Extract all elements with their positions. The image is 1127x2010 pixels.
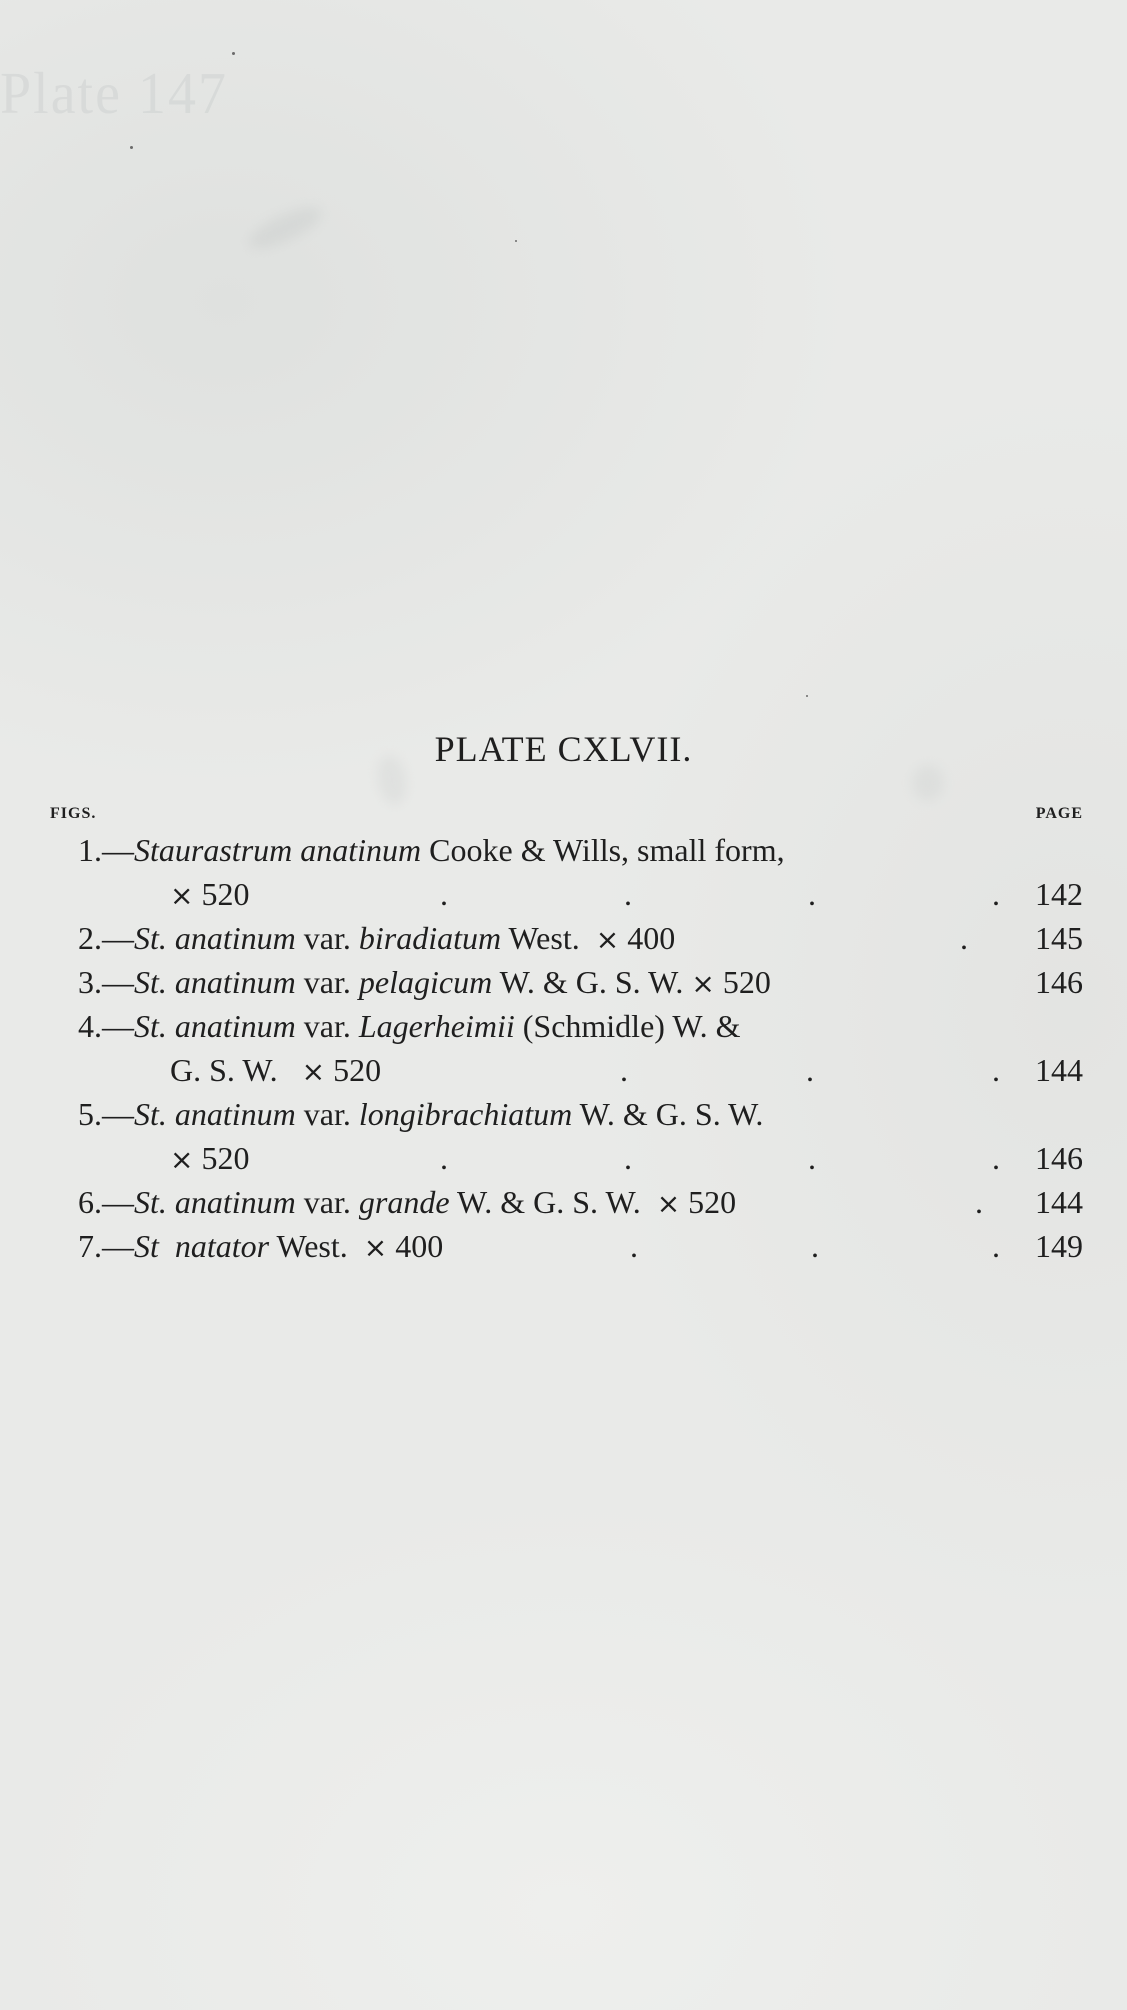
figure-number: 6.— — [78, 1184, 134, 1220]
magnification: 520 — [201, 876, 250, 912]
magnification: 520 — [201, 1140, 250, 1176]
genus-abbrev: St — [134, 1228, 159, 1264]
page-column-label: PAGE — [1035, 805, 1083, 822]
leader-dots — [960, 916, 980, 960]
leader-dot: . — [440, 876, 448, 912]
entry-text — [78, 1180, 736, 1226]
figure-entry-6 — [0, 1180, 1127, 1224]
leader-dot: . — [440, 1140, 448, 1176]
figure-number: 3.— — [78, 964, 134, 1000]
plate-title: PLATE CXLVII. — [434, 729, 693, 769]
leader-dot: . — [624, 876, 632, 912]
entry-text — [78, 960, 771, 1006]
authority: W. & G. S. W. — [499, 964, 684, 1000]
page-number: 144 — [1035, 1184, 1083, 1220]
leader-dot: . — [992, 1228, 1000, 1264]
page-number: 144 — [1035, 1052, 1083, 1088]
species-name: anatinum — [174, 964, 296, 1000]
bleed-through-text: Plate 147 — [0, 61, 228, 127]
times-symbol: × — [170, 1143, 194, 1176]
leader-dot: . — [992, 1052, 1000, 1088]
genus-abbrev: St. — [134, 964, 167, 1000]
leader-dots — [440, 1136, 1000, 1180]
authority: W. & G. S. W. — [456, 1184, 641, 1220]
page-smudge — [243, 199, 326, 256]
genus-abbrev: St. — [134, 920, 167, 956]
leader-dots — [620, 1048, 1000, 1092]
authority: West. — [276, 1228, 348, 1264]
times-symbol: × — [595, 923, 620, 956]
entry-text — [170, 1136, 249, 1182]
variety-name: pelagicum — [358, 964, 493, 1000]
authority: W. & G. S. W. — [579, 1096, 764, 1132]
times-symbol: × — [301, 1055, 326, 1088]
variety-name: grande — [358, 1184, 450, 1220]
var-label: var. — [303, 1096, 351, 1132]
page-number: 146 — [1035, 1140, 1083, 1176]
entry-text — [170, 1048, 381, 1094]
leader-dots — [440, 872, 1000, 916]
page-number: 142 — [1035, 876, 1083, 912]
leader-dot: . — [960, 920, 968, 956]
var-label: var. — [303, 1184, 351, 1220]
figure-number: 7.— — [78, 1228, 134, 1264]
species-name: anatinum — [174, 1008, 296, 1044]
figure-list — [0, 828, 1127, 1268]
entry-text — [78, 828, 785, 872]
figure-entry-4-cont — [0, 1048, 1127, 1092]
leader-dot: . — [624, 1140, 632, 1176]
leader-dot: . — [808, 876, 816, 912]
leader-dot: . — [808, 1140, 816, 1176]
var-label: var. — [303, 920, 351, 956]
leader-dot: . — [992, 1140, 1000, 1176]
times-symbol: × — [363, 1231, 388, 1264]
leader-dot: . — [992, 876, 1000, 912]
magnification: 400 — [395, 1228, 444, 1264]
magnification: 400 — [627, 920, 676, 956]
variety-name: longibrachiatum — [358, 1096, 573, 1132]
leader-dots — [630, 1224, 1000, 1268]
species-name: natator — [174, 1228, 270, 1264]
page-smudge — [912, 765, 944, 801]
genus-abbrev: St. — [134, 1096, 167, 1132]
figure-entry-1-cont — [0, 872, 1127, 916]
page-speck — [130, 146, 133, 149]
magnification: 520 — [688, 1184, 737, 1220]
var-label: var. — [303, 1008, 351, 1044]
authority: (Schmidle) W. & — [522, 1008, 741, 1044]
genus-abbrev: St. — [134, 1008, 167, 1044]
magnification: 520 — [333, 1052, 382, 1088]
figs-column-label: FIGS. — [50, 805, 97, 822]
leader-dot: . — [806, 1052, 814, 1088]
figure-entry-3 — [0, 960, 1127, 1004]
leader-dot: . — [620, 1052, 628, 1088]
times-symbol: × — [656, 1187, 681, 1220]
figure-entry-2 — [0, 916, 1127, 960]
var-label: var. — [303, 964, 351, 1000]
species-name: anatinum — [174, 1184, 296, 1220]
figure-number: 1.— — [78, 832, 134, 868]
page-number: 146 — [1035, 964, 1083, 1000]
leader-dot: . — [630, 1228, 638, 1264]
page-speck — [806, 695, 808, 697]
figure-entry-1 — [0, 828, 1127, 872]
figure-entry-5-cont — [0, 1136, 1127, 1180]
entry-text — [78, 1092, 763, 1136]
page-speck — [515, 240, 517, 242]
species-name: Staurastrum anatinum — [134, 832, 422, 868]
times-symbol: × — [170, 879, 194, 912]
leader-dots — [975, 1180, 990, 1224]
genus-abbrev: St. — [134, 1184, 167, 1220]
entry-text — [170, 872, 249, 918]
figure-entry-4 — [0, 1004, 1127, 1048]
page-speck — [232, 52, 235, 55]
authority: Cooke & Wills, small form, — [429, 832, 785, 868]
species-name: anatinum — [174, 920, 296, 956]
authority: West. — [508, 920, 580, 956]
figure-entry-5 — [0, 1092, 1127, 1136]
entry-text — [78, 916, 675, 962]
authority-cont: G. S. W. — [170, 1052, 278, 1088]
entry-text — [78, 1224, 443, 1270]
leader-dot: . — [975, 1184, 983, 1220]
leader-dot: . — [811, 1228, 819, 1264]
entry-text — [78, 1004, 741, 1048]
variety-name: Lagerheimii — [358, 1008, 515, 1044]
figure-number: 4.— — [78, 1008, 134, 1044]
figure-entry-7 — [0, 1224, 1127, 1268]
page-number: 145 — [1035, 920, 1083, 956]
figure-number: 5.— — [78, 1096, 134, 1132]
figure-number: 2.— — [78, 920, 134, 956]
page-number: 149 — [1035, 1228, 1083, 1264]
species-name: anatinum — [174, 1096, 296, 1132]
times-symbol: × — [691, 967, 715, 1000]
variety-name: biradiatum — [358, 920, 502, 956]
magnification: 520 — [722, 964, 771, 1000]
